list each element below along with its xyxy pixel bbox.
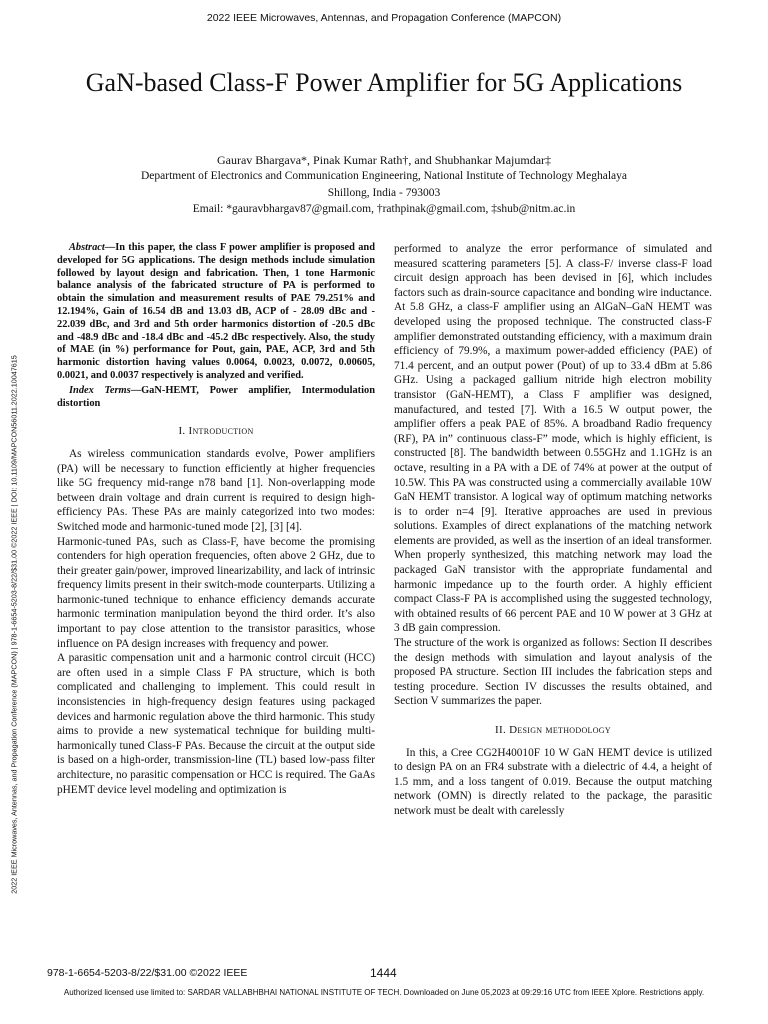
right-column xyxy=(394,242,712,819)
abstract-label: Abstract xyxy=(69,242,105,253)
paragraph: A parasitic compensation unit and a harmonic control circuit (HCC) are often used in a simple Class F PA structure, which is both complicated and challenging to implement. This could result in inconsistencies in high-frequency design features using packaged devices and harmonic regulation above the third harmonic. This study aims to provide a new systematical technique for building multi-harmonically tuned Class-F PAs. Because the circuit at the output side is based on a high-order, transmission-line (TL) based low-pass filter architecture, no parasitic compensation or HCC is required. The GaAs pHEMT device level modeling and optimization is xyxy=(57,652,375,796)
side-doi-note: 2022 IEEE Microwaves, Antennas, and Propagation Conference (MAPCON) | 978-1-6654-5203-8/22/$31.00 ©2022 IEEE | DOI: 10.1109/MAPCON56011.2022.10047615 xyxy=(9,355,19,894)
abstract xyxy=(57,242,375,383)
section-heading-introduction xyxy=(57,424,375,439)
left-column xyxy=(57,242,375,797)
conference-header: 2022 IEEE Microwaves, Antennas, and Propagation Conference (MAPCON) xyxy=(206,12,562,24)
author-list: Gaurav Bhargava*, Pinak Kumar Rath†, and Shubhankar Majumdar‡ xyxy=(216,153,552,167)
section-number: II. xyxy=(495,724,510,736)
section-title: Design methodology xyxy=(509,724,611,736)
paragraph: performed to analyze the error performance of simulated and measured scattering parameters [5]. A class-F/ inverse class-F load circuit design approach has been devised in [6], which includes factors such as drain-source capacitance and bonding wire inductance. At 5.8 GHz, a class-F amplifier using an AlGaN–GaN HEMT was developed using the proposed technique. The constructed class-F amplifier demonstrated outstanding efficiency, with a maximum drain efficiency of 79.9%, a maximum power-added efficiency (PAE) of 71.4 percent, and an output power (Pout) of up to 33.4 dBm at 5.86 GHz. Using a packaged gallium nitride high electron mobility transistor (GaN-HEMT), a Class F amplifier was designed, manufactured, and tested [7]. With a 16.5 W output power, the amplifier offers a peak PAE of 85%. A broadband Radio frequency (RF), PA in” continuous class-F” mode, which is highly efficient, is constructed [8]. The bandwidth between 0.55GHz and 1.1GHz is an octave, resulting in a PA with a DE of 74% at power at the output of 10.5W. This PA was constructed using a commercially available 10W GaN HEMT transistor. A logical way of optimum matching networks is to order n=4 [9]. Iterative approaches are used in previous solutions. Examples of direct explanations of the matching network elements are provided, as well as the insertion of an ideal transformer. When properly synthesized, this matching network may load the packaged GaN transistor with the appropriate fundamental and harmonic impedance up to the fourth order. A highly efficient compact Class-F PA is accomplished using the suggested technology, with obtained results of 66 percent PAE and 10 W power at 3 GHz at 3 dB gain compression. xyxy=(394,243,712,635)
section-heading-design-methodology xyxy=(394,723,712,738)
section-number: I. xyxy=(178,425,189,438)
license-notice: Authorized licensed use limited to: SARDAR VALLABHBHAI NATIONAL INSTITUTE OF TECH. Downloaded on June 05,2023 at 09:29:16 UTC from IEEE Xplore. Restrictions apply. xyxy=(63,988,705,997)
affiliation-location: Shillong, India - 793003 xyxy=(327,187,441,199)
paragraph: Harmonic-tuned PAs, such as Class-F, have become the promising contenders for high operation frequencies, often above 2 GHz, due to their greater gain/power, improved linearizability, and lack of intrinsic frequency limits present in their switch-mode counterparts. Utilizing a harmonic-tuned technique to enhance efficiency demands accurate harmonic termination manipulation beyond the third order. It’s also important to pay close attention to the transistor parasitics, whose influence on PA design increases with frequency and power. xyxy=(57,535,375,650)
index-terms-label: Index Terms xyxy=(69,384,131,396)
affiliation-department: Department of Electronics and Communication Engineering, National Institute of Technology Meghalaya xyxy=(141,170,627,182)
paragraph: In this, a Cree CG2H40010F 10 W GaN HEMT device is utilized to design PA on an FR4 substrate with a dielectric of 4.4, a height of 1.5 mm, and a loss tangent of 0.019. Because the output matching network (OMN) is directly related to the package, the parasitic network must be dealt with carelessly xyxy=(394,746,712,817)
index-terms xyxy=(57,385,375,411)
author-emails: Email: *gauravbhargav87@gmail.com, †rathpinak@gmail.com, ‡shub@nitm.ac.in xyxy=(192,203,576,215)
section-title: Introduction xyxy=(188,425,254,438)
index-terms-text: —GaN-HEMT, Power amplifier, Intermodulation distortion xyxy=(57,384,375,409)
paragraph: As wireless communication standards evolve, Power amplifiers (PA) will be necessary to function efficiently at higher frequencies like 5G frequency mid-range n78 band [1]. Non-overlapping mode between drain voltage and drain current is required to design high-efficiency PAs. These PAs are mainly categorized into two modes: Switched mode and harmonic-tuned mode [2], [3] [4]. xyxy=(57,447,375,533)
footer-isbn: 978-1-6654-5203-8/22/$31.00 ©2022 IEEE xyxy=(47,967,248,979)
paper-title: GaN-based Class-F Power Amplifier for 5G Applications xyxy=(85,68,683,97)
page-number: 1444 xyxy=(370,966,397,980)
paragraph: The structure of the work is organized as follows: Section II describes the design methods with simulation and layout analysis of the proposed PA structure. Section III includes the fabrication steps and testing procedure. Section IV discusses the results obtained, and Section V summarizes the paper. xyxy=(394,637,712,708)
abstract-text: —In this paper, the class F power amplifier is proposed and developed for 5G applications. The design methods include simulation followed by layout design and fabrication. Then, 1 tone Harmonic balance analysis of the fabricated structure of PA is performed to obtain the simulation and measurement results of PAE 79.251% and 12.194%, Gain of 16.54 dB and 13.03 dB, ACP of - 28.09 dBc and - 22.039 dBc, and 3rd and 5th order harmonics distortion of -20.5 dBc and -48.9 dBc and -18.4 dBc and -45.2 dBc respectively. Also, the study of MAE (in %) performance for Pout, gain, PAE, ACP, 3rd and 5th harmonic distortion having values 0.0064, 0.0023, 0.0072, 0.00605, 0.0021, and 0.0037 respectively is analyzed and verified. xyxy=(57,242,375,381)
